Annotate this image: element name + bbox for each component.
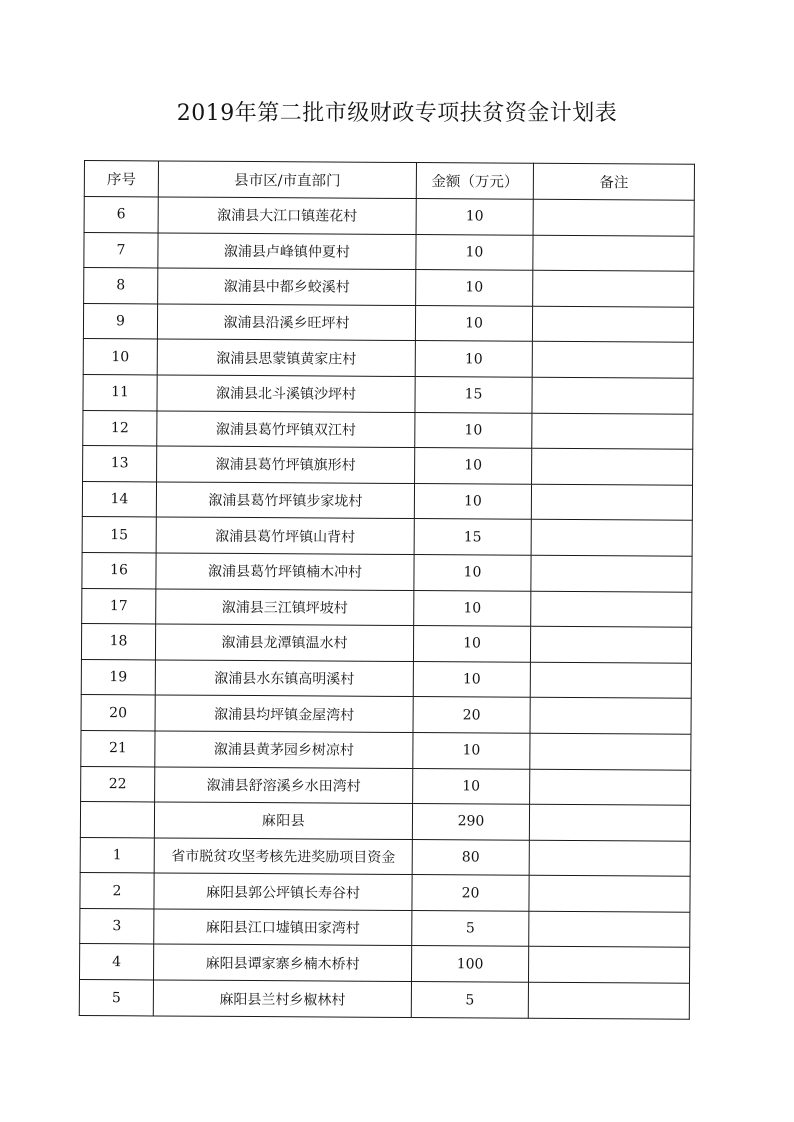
cell-remarks (529, 911, 690, 948)
cell-county-department: 溆浦县大江口镇莲花村 (158, 197, 416, 234)
cell-remarks (533, 235, 694, 272)
cell-serial-number: 3 (80, 908, 154, 944)
cell-remarks (530, 733, 691, 770)
cell-amount: 20 (413, 697, 530, 733)
table-body (79, 197, 694, 1020)
table-row (81, 695, 691, 734)
cell-serial-number: 1 (80, 837, 154, 873)
cell-county-department: 溆浦县沿溪乡旺坪村 (157, 304, 415, 341)
cell-county-department: 麻阳县谭家寨乡楠木桥村 (153, 944, 411, 981)
cell-county-department: 麻阳县郭公坪镇长寿谷村 (154, 873, 412, 910)
cell-county-department: 溆浦县舒溶溪乡水田湾村 (155, 766, 413, 803)
cell-amount: 10 (415, 305, 532, 341)
table-row (83, 410, 693, 449)
table-row (80, 837, 690, 876)
table-row (80, 802, 690, 841)
cell-serial-number: 8 (84, 268, 158, 304)
cell-remarks (533, 270, 694, 307)
cell-amount: 10 (415, 341, 532, 377)
cell-amount: 10 (414, 483, 531, 519)
cell-county-department: 溆浦县卢峰镇仲夏村 (158, 233, 416, 270)
header-county-department: 县市区/市直部门 (158, 161, 416, 199)
cell-serial-number: 2 (80, 873, 154, 909)
cell-serial-number: 6 (84, 197, 158, 233)
cell-amount: 20 (412, 875, 529, 911)
cell-serial-number: 20 (81, 695, 155, 731)
cell-remarks (530, 626, 691, 663)
cell-county-department: 溆浦县葛竹坪镇楠木冲村 (156, 553, 414, 590)
cell-remarks (528, 947, 689, 984)
cell-amount: 10 (414, 554, 531, 590)
cell-amount: 10 (413, 661, 530, 697)
cell-serial-number: 22 (81, 766, 155, 802)
cell-county-department: 溆浦县葛竹坪镇步家垅村 (156, 482, 414, 519)
cell-serial-number: 11 (83, 374, 157, 410)
table-row (81, 624, 691, 663)
cell-remarks (529, 876, 690, 913)
table-row (81, 659, 691, 698)
cell-amount: 80 (412, 839, 529, 875)
cell-remarks (530, 662, 691, 699)
cell-remarks (533, 199, 694, 236)
cell-county-department: 溆浦县三江镇坪坡村 (156, 588, 414, 625)
cell-remarks (532, 342, 693, 379)
table-row (83, 374, 693, 413)
table-row (79, 980, 689, 1020)
cell-amount: 10 (413, 768, 530, 804)
table-row (83, 339, 693, 378)
cell-amount: 5 (412, 910, 529, 946)
cell-county-department: 溆浦县葛竹坪镇山背村 (156, 517, 414, 554)
cell-amount: 15 (415, 376, 532, 412)
header-amount: 金额（万元） (416, 163, 533, 200)
table-row (82, 517, 692, 556)
cell-amount: 10 (416, 199, 533, 235)
cell-county-department: 溆浦县黄茅园乡树凉村 (155, 731, 413, 768)
cell-serial-number: 16 (82, 552, 156, 588)
cell-remarks (531, 484, 692, 521)
cell-county-department: 溆浦县葛竹坪镇双江村 (157, 411, 415, 448)
page-title: 2019年第二批市级财政专项扶贫资金计划表 (176, 101, 618, 126)
cell-amount: 10 (413, 626, 530, 662)
cell-amount: 10 (413, 732, 530, 768)
table-row (84, 268, 694, 307)
cell-county-department: 溆浦县思蒙镇黄家庄村 (157, 339, 415, 376)
cell-amount: 10 (414, 590, 531, 626)
header-serial-number: 序号 (84, 161, 158, 197)
cell-serial-number: 10 (83, 339, 157, 375)
table-row (81, 730, 691, 769)
table-row (82, 481, 692, 520)
cell-remarks (529, 804, 690, 841)
cell-serial-number: 13 (83, 446, 157, 482)
cell-remarks (529, 840, 690, 877)
cell-serial-number (80, 802, 154, 838)
cell-serial-number: 17 (82, 588, 156, 624)
cell-county-department: 麻阳县江口墟镇田家湾村 (154, 909, 412, 946)
cell-remarks (530, 698, 691, 735)
cell-county-department: 溆浦县均坪镇金屋湾村 (155, 695, 413, 732)
cell-amount: 5 (411, 982, 528, 1019)
cell-amount: 290 (412, 804, 529, 840)
table-row (82, 588, 692, 627)
cell-serial-number: 15 (82, 517, 156, 553)
table-row (83, 446, 693, 485)
cell-remarks (531, 555, 692, 592)
cell-amount: 10 (416, 270, 533, 306)
cell-amount: 10 (416, 234, 533, 270)
table-row (84, 232, 694, 271)
cell-remarks (531, 591, 692, 628)
cell-remarks (528, 982, 689, 1019)
table-row (82, 552, 692, 591)
cell-county-department: 溆浦县龙潭镇温水村 (155, 624, 413, 661)
cell-serial-number: 19 (81, 659, 155, 695)
cell-serial-number: 12 (83, 410, 157, 446)
cell-serial-number: 21 (81, 730, 155, 766)
cell-county-department: 溆浦县中都乡蛟溪村 (158, 268, 416, 305)
cell-amount: 15 (414, 519, 531, 555)
fund-plan-table (79, 160, 695, 1020)
cell-county-department: 麻阳县兰村乡椒林村 (153, 980, 411, 1018)
cell-county-department: 溆浦县水东镇高明溪村 (155, 660, 413, 697)
cell-county-department: 溆浦县北斗溪镇沙坪村 (157, 375, 415, 412)
cell-amount: 10 (415, 448, 532, 484)
cell-serial-number: 7 (84, 232, 158, 268)
cell-amount: 100 (411, 946, 528, 982)
cell-remarks (532, 448, 693, 485)
cell-county-department: 省市脱贫攻坚考核先进奖励项目资金 (154, 838, 412, 875)
cell-remarks (530, 769, 691, 806)
table-row (84, 197, 694, 236)
cell-serial-number: 5 (79, 980, 153, 1016)
cell-serial-number: 4 (79, 944, 153, 980)
cell-county-department: 麻阳县 (154, 802, 412, 839)
table-row (83, 303, 693, 342)
table-header-row (84, 161, 694, 201)
cell-serial-number: 14 (82, 481, 156, 517)
cell-remarks (531, 520, 692, 557)
table-row (80, 873, 690, 912)
cell-county-department: 溆浦县葛竹坪镇旗形村 (157, 446, 415, 483)
cell-serial-number: 9 (83, 303, 157, 339)
table-row (79, 944, 689, 983)
cell-remarks (532, 413, 693, 450)
cell-remarks (532, 306, 693, 343)
cell-serial-number: 18 (81, 624, 155, 660)
table-row (80, 908, 690, 947)
header-remarks: 备注 (533, 163, 694, 200)
cell-remarks (532, 377, 693, 414)
cell-amount: 10 (415, 412, 532, 448)
table-row (81, 766, 691, 805)
